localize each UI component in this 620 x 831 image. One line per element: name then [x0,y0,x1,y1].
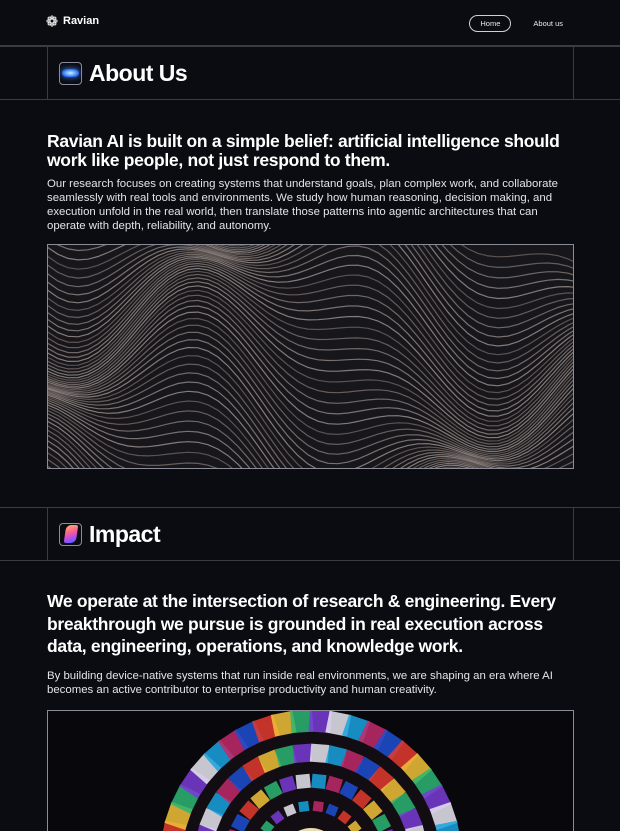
wave-artwork-image [47,244,574,469]
brand-logo[interactable] [46,15,99,27]
nav-about-link[interactable]: About us [533,19,563,28]
impact-section-header [0,507,620,561]
nav-links [469,15,563,32]
impact-header-box [47,507,574,561]
glowing-pill-icon [59,62,82,85]
gradient-shape-icon [59,523,82,546]
impact-heading: We operate at the intersection of research & engineering. Every breakthrough we pursue is grounded in real execution across data, engineering, operations, and knowledge work. [47,591,556,656]
top-navigation [0,0,620,46]
about-title: About Us [89,59,188,86]
about-body: Our research focuses on creating systems that understand goals, plan complex work, and collaborate seamlessly with real tools and environments. We study how human reasoning, decision making, and execution unfold in the real world, then translate those patterns into agentic architectures that can operate with depth, reliability, and autonomy. [47,178,558,232]
brand-name: Ravian [63,15,100,27]
impact-body: By building device-native systems that run inside real environments, we are shaping an era where AI becomes an active contributor to enterprise productivity and human creativity. [47,670,553,696]
nav-home-button[interactable]: Home [469,15,511,32]
about-header-box [47,46,574,100]
impact-title: Impact [89,520,161,547]
wave-lines-graphic [48,245,574,469]
stained-glass-graphic [48,711,574,831]
about-heading: Ravian AI is built on a simple belief: artificial intelligence should work like people, not just respond to them. [47,131,560,170]
about-section-header [0,46,620,100]
stained-glass-image [47,710,574,831]
sparkle-gear-icon [46,15,58,27]
